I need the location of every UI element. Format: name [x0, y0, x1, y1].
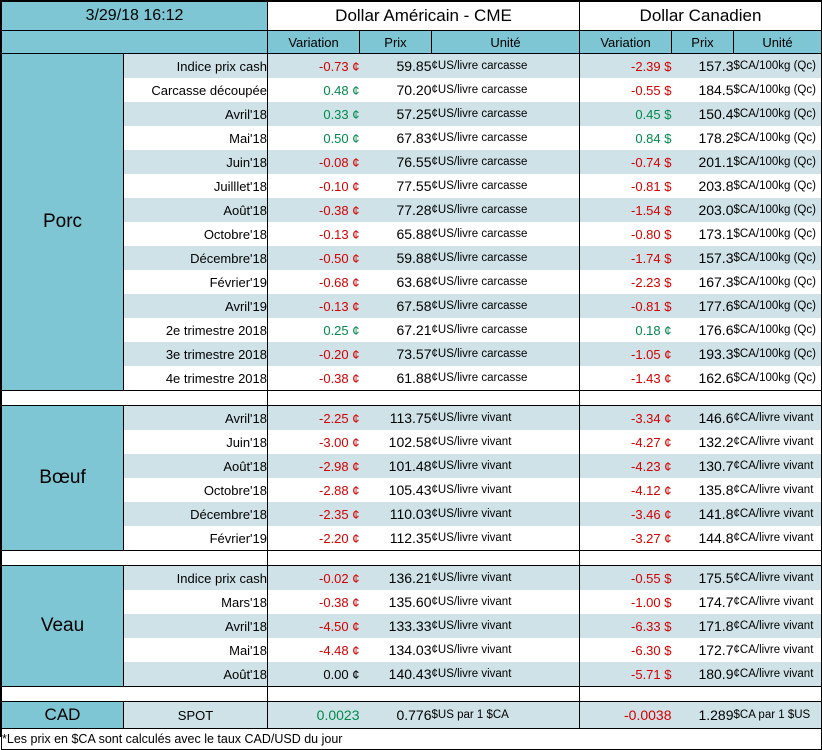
row-us-price: 135.60: [360, 590, 432, 614]
row-item-label: Février'19: [124, 526, 268, 551]
row-ca-price: 175.5: [672, 566, 734, 591]
row-us-unit: ¢US/livre vivant: [432, 478, 580, 502]
table-row: [2, 406, 822, 431]
report-datetime: 3/29/18 16:12: [2, 2, 268, 31]
row-ca-price: 201.1: [672, 150, 734, 174]
row-ca-unit: ¢CA/livre vivant: [734, 430, 822, 454]
row-us-unit: ¢US/livre carcasse: [432, 366, 580, 391]
row-us-price: 65.88: [360, 222, 432, 246]
row-us-unit: ¢US/livre carcasse: [432, 54, 580, 79]
row-ca-variation: 0.18 ¢: [580, 318, 672, 342]
row-ca-price: 171.8: [672, 614, 734, 638]
row-us-price: 134.03: [360, 638, 432, 662]
spacer-ca: [580, 391, 822, 406]
row-ca-variation: -3.34 ¢: [580, 406, 672, 431]
row-us-price: 77.28: [360, 198, 432, 222]
table-row: [2, 78, 822, 102]
row-us-price: 101.48: [360, 454, 432, 478]
row-us-variation: -0.73 ¢: [268, 54, 360, 79]
row-ca-price: 172.7: [672, 638, 734, 662]
group-label-porc: Porc: [2, 54, 124, 391]
table-row: [2, 478, 822, 502]
row-ca-unit: $CA/100kg (Qc): [734, 54, 822, 79]
group-label-veau: Veau: [2, 566, 124, 687]
row-ca-price: 162.6: [672, 366, 734, 391]
row-ca-variation: -1.05 ¢: [580, 342, 672, 366]
row-item-label: Décembre'18: [124, 502, 268, 526]
row-ca-unit: $CA/100kg (Qc): [734, 198, 822, 222]
row-us-price: 57.25: [360, 102, 432, 126]
row-us-unit: ¢US/livre carcasse: [432, 150, 580, 174]
cad-row: [2, 702, 822, 729]
row-us-price: 63.68: [360, 270, 432, 294]
row-ca-unit: ¢CA/livre vivant: [734, 638, 822, 662]
row-ca-price: 173.1: [672, 222, 734, 246]
row-ca-variation: 0.45 $: [580, 102, 672, 126]
row-ca-unit: $CA/100kg (Qc): [734, 222, 822, 246]
group-spacer: [2, 391, 822, 406]
group-spacer: [2, 551, 822, 566]
table-row: [2, 318, 822, 342]
row-ca-variation: -4.27 ¢: [580, 430, 672, 454]
row-ca-price: 178.2: [672, 126, 734, 150]
spacer-us: [268, 687, 580, 702]
row-us-variation: -2.88 ¢: [268, 478, 360, 502]
row-us-variation: -0.50 ¢: [268, 246, 360, 270]
row-us-unit: ¢US/livre vivant: [432, 406, 580, 431]
row-ca-variation: -1.00 $: [580, 590, 672, 614]
row-ca-price: 157.3: [672, 246, 734, 270]
row-us-price: 67.58: [360, 294, 432, 318]
table-row: [2, 454, 822, 478]
row-ca-unit: $CA/100kg (Qc): [734, 102, 822, 126]
row-us-variation: -4.50 ¢: [268, 614, 360, 638]
row-ca-variation: -0.81 $: [580, 174, 672, 198]
row-us-variation: -0.38 ¢: [268, 366, 360, 391]
group-spacer: [2, 687, 822, 702]
row-ca-price: 141.8: [672, 502, 734, 526]
spacer-left: [2, 551, 268, 566]
row-ca-price: 130.7: [672, 454, 734, 478]
row-ca-price: 174.7: [672, 590, 734, 614]
row-us-variation: -0.20 ¢: [268, 342, 360, 366]
col-header-us-1: Variation: [268, 31, 360, 54]
row-item-label: Octobre'18: [124, 222, 268, 246]
row-ca-variation: -0.81 $: [580, 294, 672, 318]
row-us-price: 105.43: [360, 478, 432, 502]
row-us-unit: ¢US/livre carcasse: [432, 342, 580, 366]
row-us-unit: ¢US/livre carcasse: [432, 246, 580, 270]
row-us-unit: ¢US/livre carcasse: [432, 198, 580, 222]
row-ca-variation: -6.30 $: [580, 638, 672, 662]
row-us-unit: ¢US/livre carcasse: [432, 318, 580, 342]
row-us-unit: ¢US/livre vivant: [432, 662, 580, 687]
col-header-us-2: Prix: [360, 31, 432, 54]
row-ca-unit: $CA/100kg (Qc): [734, 246, 822, 270]
row-ca-variation: -2.23 $: [580, 270, 672, 294]
row-ca-price: 193.3: [672, 342, 734, 366]
row-item-label: Août'18: [124, 198, 268, 222]
row-ca-unit: ¢CA/livre vivant: [734, 566, 822, 591]
row-us-variation: -2.35 ¢: [268, 502, 360, 526]
row-ca-unit: ¢CA/livre vivant: [734, 454, 822, 478]
table-row: [2, 126, 822, 150]
row-item-label: Juin'18: [124, 150, 268, 174]
row-us-variation: -0.38 ¢: [268, 590, 360, 614]
spacer-left: [2, 687, 268, 702]
row-us-unit: ¢US/livre carcasse: [432, 270, 580, 294]
row-ca-unit: $CA/100kg (Qc): [734, 342, 822, 366]
row-us-variation: 0.48 ¢: [268, 78, 360, 102]
row-us-unit: ¢US/livre carcasse: [432, 222, 580, 246]
row-ca-price: 150.4: [672, 102, 734, 126]
spacer-us: [268, 391, 580, 406]
table-row: [2, 174, 822, 198]
table-row: [2, 614, 822, 638]
table-row: [2, 638, 822, 662]
table-row: [2, 526, 822, 551]
table-row: [2, 590, 822, 614]
row-us-unit: ¢US/livre vivant: [432, 526, 580, 551]
row-us-unit: ¢US/livre carcasse: [432, 126, 580, 150]
row-ca-unit: ¢CA/livre vivant: [734, 478, 822, 502]
row-us-variation: 0.25 ¢: [268, 318, 360, 342]
row-ca-variation: -3.27 ¢: [580, 526, 672, 551]
row-us-variation: -0.02 ¢: [268, 566, 360, 591]
row-ca-variation: -1.43 ¢: [580, 366, 672, 391]
row-item-label: Décembre'18: [124, 246, 268, 270]
row-item-label: 4e trimestre 2018: [124, 366, 268, 391]
row-us-variation: -2.25 ¢: [268, 406, 360, 431]
row-ca-variation: -0.55 $: [580, 566, 672, 591]
row-item-label: Avril'18: [124, 614, 268, 638]
row-ca-variation: -1.54 $: [580, 198, 672, 222]
row-item-label: Avril'18: [124, 102, 268, 126]
market-price-table: [1, 1, 822, 750]
row-us-variation: -0.08 ¢: [268, 150, 360, 174]
spacer-ca: [580, 551, 822, 566]
row-us-price: 67.83: [360, 126, 432, 150]
footnote-row: [2, 729, 822, 750]
row-us-variation: 0.33 ¢: [268, 102, 360, 126]
row-us-price: 70.20: [360, 78, 432, 102]
row-ca-unit: ¢CA/livre vivant: [734, 502, 822, 526]
row-ca-price: 184.5: [672, 78, 734, 102]
row-item-label: Carcasse découpée: [124, 78, 268, 102]
table-row: [2, 222, 822, 246]
header-row-markets: [2, 2, 822, 31]
header-spacer-left: [2, 31, 268, 54]
table-row: [2, 566, 822, 591]
row-item-label: Indice prix cash: [124, 566, 268, 591]
row-ca-unit: $CA/100kg (Qc): [734, 318, 822, 342]
row-us-unit: ¢US/livre carcasse: [432, 294, 580, 318]
row-ca-variation: -4.12 ¢: [580, 478, 672, 502]
row-us-variation: -0.10 ¢: [268, 174, 360, 198]
table-row: [2, 342, 822, 366]
cad-ca-unit: $CA par 1 $US: [734, 702, 822, 729]
row-ca-unit: $CA/100kg (Qc): [734, 126, 822, 150]
row-ca-unit: $CA/100kg (Qc): [734, 270, 822, 294]
row-ca-price: 157.3: [672, 54, 734, 79]
row-us-unit: ¢US/livre carcasse: [432, 102, 580, 126]
row-us-price: 59.88: [360, 246, 432, 270]
table-row: [2, 502, 822, 526]
row-us-unit: ¢US/livre vivant: [432, 502, 580, 526]
row-us-unit: ¢US/livre carcasse: [432, 174, 580, 198]
row-item-label: Avril'18: [124, 406, 268, 431]
row-ca-variation: -5.71 $: [580, 662, 672, 687]
row-us-price: 76.55: [360, 150, 432, 174]
row-ca-unit: $CA/100kg (Qc): [734, 150, 822, 174]
row-item-label: Août'18: [124, 454, 268, 478]
row-ca-unit: ¢CA/livre vivant: [734, 406, 822, 431]
table-row: [2, 366, 822, 391]
row-us-price: 112.35: [360, 526, 432, 551]
row-ca-unit: ¢CA/livre vivant: [734, 526, 822, 551]
row-us-variation: -2.20 ¢: [268, 526, 360, 551]
row-item-label: Indice prix cash: [124, 54, 268, 79]
row-us-price: 73.57: [360, 342, 432, 366]
row-ca-price: 176.6: [672, 318, 734, 342]
row-us-variation: -0.13 ¢: [268, 294, 360, 318]
row-ca-price: 167.3: [672, 270, 734, 294]
row-us-variation: -4.48 ¢: [268, 638, 360, 662]
header-row-columns: [2, 31, 822, 54]
row-ca-variation: -4.23 ¢: [580, 454, 672, 478]
row-us-price: 133.33: [360, 614, 432, 638]
cad-us-unit: $US par 1 $CA: [432, 702, 580, 729]
row-item-label: Avril'19: [124, 294, 268, 318]
row-ca-variation: -2.39 $: [580, 54, 672, 79]
cad-ca-variation: -0.0038: [580, 702, 672, 729]
row-us-unit: ¢US/livre vivant: [432, 638, 580, 662]
row-ca-variation: -0.74 $: [580, 150, 672, 174]
row-ca-unit: $CA/100kg (Qc): [734, 78, 822, 102]
col-header-ca-3: Unité: [734, 31, 822, 54]
row-us-price: 59.85: [360, 54, 432, 79]
row-item-label: 3e trimestre 2018: [124, 342, 268, 366]
table-row: [2, 198, 822, 222]
table-row: [2, 246, 822, 270]
table-row: [2, 54, 822, 79]
row-us-unit: ¢US/livre vivant: [432, 454, 580, 478]
table-row: [2, 150, 822, 174]
table-row: [2, 294, 822, 318]
row-ca-unit: $CA/100kg (Qc): [734, 174, 822, 198]
footnote-text: *Les prix en $CA sont calculés avec le taux CAD/USD du jour: [2, 729, 822, 750]
row-ca-unit: ¢CA/livre vivant: [734, 614, 822, 638]
row-ca-variation: 0.84 $: [580, 126, 672, 150]
row-us-price: 77.55: [360, 174, 432, 198]
row-ca-price: 180.9: [672, 662, 734, 687]
table-row: [2, 430, 822, 454]
row-us-price: 110.03: [360, 502, 432, 526]
row-us-price: 136.21: [360, 566, 432, 591]
row-us-variation: -3.00 ¢: [268, 430, 360, 454]
table-row: [2, 662, 822, 687]
spacer-left: [2, 391, 268, 406]
row-ca-variation: -0.55 $: [580, 78, 672, 102]
row-us-price: 67.21: [360, 318, 432, 342]
table-row: [2, 102, 822, 126]
col-header-us-3: Unité: [432, 31, 580, 54]
row-us-variation: -0.68 ¢: [268, 270, 360, 294]
row-ca-unit: ¢CA/livre vivant: [734, 590, 822, 614]
group-label-bœuf: Bœuf: [2, 406, 124, 551]
row-item-label: 2e trimestre 2018: [124, 318, 268, 342]
row-ca-price: 132.2: [672, 430, 734, 454]
row-us-price: 113.75: [360, 406, 432, 431]
row-us-unit: ¢US/livre vivant: [432, 590, 580, 614]
row-us-price: 61.88: [360, 366, 432, 391]
row-item-label: Août'18: [124, 662, 268, 687]
row-us-unit: ¢US/livre carcasse: [432, 78, 580, 102]
row-ca-price: 146.6: [672, 406, 734, 431]
row-item-label: Juin'18: [124, 430, 268, 454]
row-us-price: 102.58: [360, 430, 432, 454]
cad-us-price: 0.776: [360, 702, 432, 729]
market-title-ca: Dollar Canadien: [580, 2, 822, 31]
row-us-variation: 0.00 ¢: [268, 662, 360, 687]
row-ca-price: 203.8: [672, 174, 734, 198]
spacer-ca: [580, 687, 822, 702]
spacer-us: [268, 551, 580, 566]
col-header-ca-1: Variation: [580, 31, 672, 54]
row-us-variation: -0.13 ¢: [268, 222, 360, 246]
row-item-label: Mai'18: [124, 638, 268, 662]
row-ca-variation: -1.74 $: [580, 246, 672, 270]
cad-item-label: SPOT: [124, 702, 268, 729]
cad-us-variation: 0.0023: [268, 702, 360, 729]
market-title-us: Dollar Américain - CME: [268, 2, 580, 31]
row-item-label: Juilllet'18: [124, 174, 268, 198]
cad-ca-price: 1.289: [672, 702, 734, 729]
row-ca-unit: ¢CA/livre vivant: [734, 662, 822, 687]
row-us-price: 140.43: [360, 662, 432, 687]
row-item-label: Mars'18: [124, 590, 268, 614]
row-ca-unit: $CA/100kg (Qc): [734, 294, 822, 318]
row-ca-variation: -3.46 ¢: [580, 502, 672, 526]
row-item-label: Février'19: [124, 270, 268, 294]
row-item-label: Mai'18: [124, 126, 268, 150]
row-ca-unit: $CA/100kg (Qc): [734, 366, 822, 391]
row-us-unit: ¢US/livre vivant: [432, 566, 580, 591]
table-row: [2, 270, 822, 294]
row-us-variation: 0.50 ¢: [268, 126, 360, 150]
row-ca-variation: -6.33 $: [580, 614, 672, 638]
row-us-unit: ¢US/livre vivant: [432, 614, 580, 638]
cad-label: CAD: [2, 702, 124, 729]
row-ca-variation: -0.80 $: [580, 222, 672, 246]
row-us-variation: -0.38 ¢: [268, 198, 360, 222]
row-ca-price: 135.8: [672, 478, 734, 502]
row-item-label: Octobre'18: [124, 478, 268, 502]
row-ca-price: 177.6: [672, 294, 734, 318]
row-us-variation: -2.98 ¢: [268, 454, 360, 478]
col-header-ca-2: Prix: [672, 31, 734, 54]
row-ca-price: 203.0: [672, 198, 734, 222]
row-us-unit: ¢US/livre vivant: [432, 430, 580, 454]
row-ca-price: 144.8: [672, 526, 734, 551]
